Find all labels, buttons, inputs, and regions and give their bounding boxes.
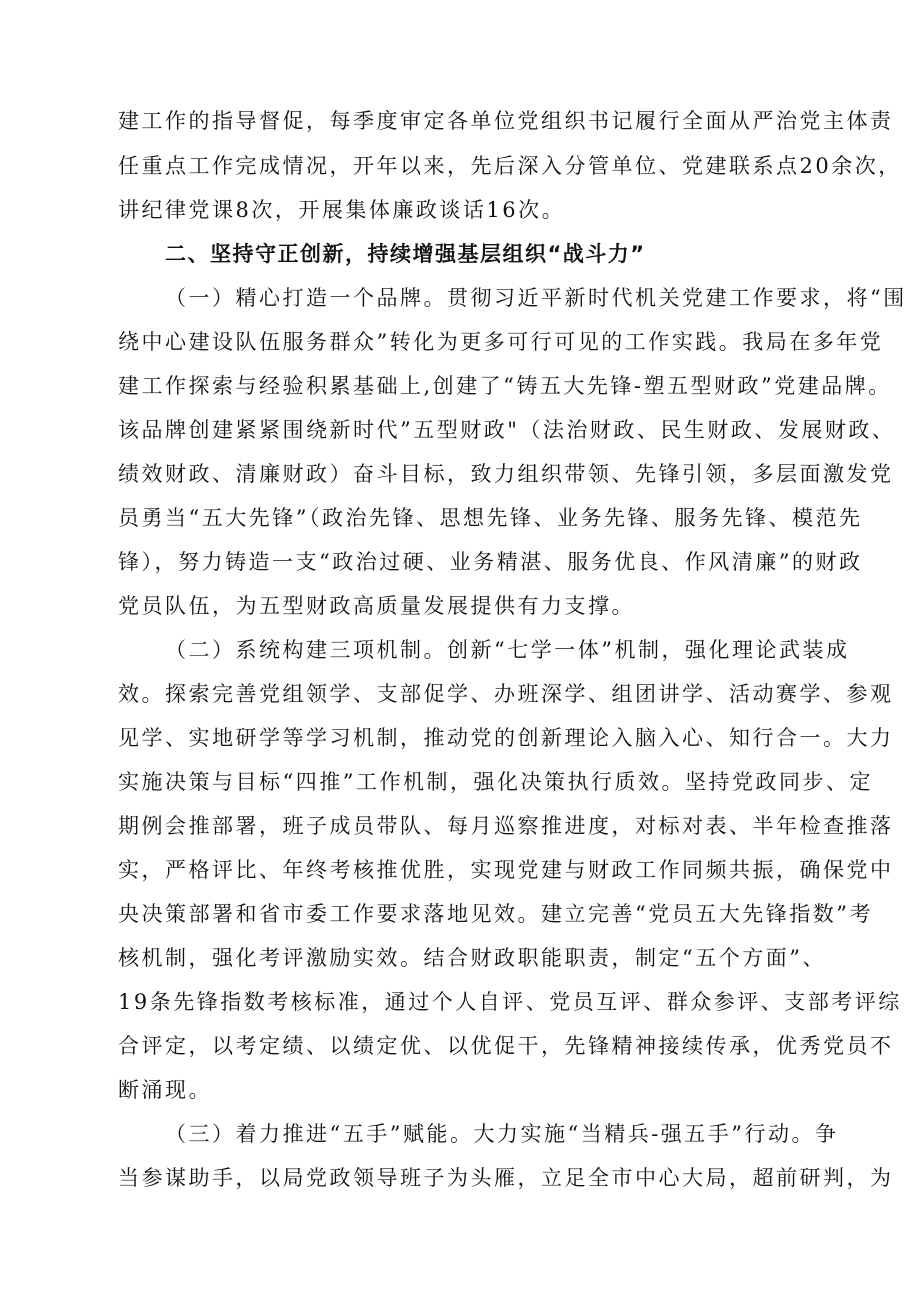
paragraph-line: 任重点工作完成情况，开年以来，先后深入分管单位、党建联系点20余次， (118, 154, 902, 178)
paragraph-line: 当参谋助手，以局党政领导班子为头雁，立足全市中心大局，超前研判，为 (118, 1166, 894, 1190)
paragraph-line: 实，严格评比、年终考核推优胜，实现党建与财政工作同频共振，确保党中 (118, 858, 894, 882)
paragraph-line: 实施决策与目标“四推”工作机制，强化决策执行质效。坚持党政同步、定 (118, 770, 873, 794)
paragraph-line: （一）精心打造一个品牌。贯彻习近平新时代机关党建工作要求，将“围 (165, 286, 907, 310)
paragraph-line: 党员队伍，为五型财政高质量发展提供有力支撑。 (118, 594, 635, 618)
paragraph-line: 绕中心建设队伍服务群众”转化为更多可行可见的工作实践。我局在多年党 (118, 330, 884, 354)
paragraph-line: 效。探索完善党组领学、支部促学、办班深学、组团讲学、活动赛学、参观 (118, 682, 894, 706)
paragraph-line: 见学、实地研学等学习机制，推动党的创新理论入脑入心、知行合一。大力 (118, 726, 894, 750)
paragraph-line: 员勇当“五大先锋”（政治先锋、思想先锋、业务先锋、服务先锋、模范先 (118, 506, 863, 530)
paragraph-line: 建工作的指导督促，每季度审定各单位党组织书记履行全面从严治党主体责 (118, 109, 894, 133)
paragraph-line: 绩效财政、清廉财政）奋斗目标，致力组织带领、先锋引领，多层面激发党 (118, 462, 894, 486)
paragraph-line: 19条先锋指数考核标准，通过个人自评、党员互评、群众参评、支部考评综 (118, 990, 902, 1014)
paragraph-line: 建工作探索与经验积累基础上,创建了“铸五大先锋-塑五型财政”党建品牌。 (118, 374, 892, 398)
paragraph-line: 锋），努力铸造一支“政治过硬、业务精湛、服务优良、作风清廉”的财政 (118, 550, 863, 574)
paragraph-line: （二）系统构建三项机制。创新“七学一体”机制，强化理论武装成 (165, 638, 850, 662)
paragraph-line: 断涌现。 (118, 1078, 212, 1102)
paragraph-line: 讲纪律党课8次，开展集体廉政谈话16次。 (118, 198, 566, 222)
paragraph-line: 央决策部署和省市委工作要求落地见效。建立完善“党员五大先锋指数”考 (118, 902, 873, 926)
paragraph-line: 期例会推部署，班子成员带队、每月巡察推进度，对标对表、半年检查推落 (118, 814, 894, 838)
paragraph-line: 核机制，强化考评激励实效。结合财政职能职责，制定“五个方面”、 (118, 946, 826, 970)
section-heading: 二、坚持守正创新，持续增强基层组织“战斗力” (165, 242, 646, 266)
paragraph-line: 该品牌创建紧紧围绕新时代”五型财政"（法治财政、民生财政、发展财政、 (118, 418, 896, 442)
paragraph-line: 合评定，以考定绩、以绩定优、以优促干，先锋精神接续传承，优秀党员不 (118, 1034, 894, 1058)
paragraph-line: （三）着力推进“五手”赋能。大力实施“当精兵-强五手”行动。争 (165, 1122, 839, 1146)
